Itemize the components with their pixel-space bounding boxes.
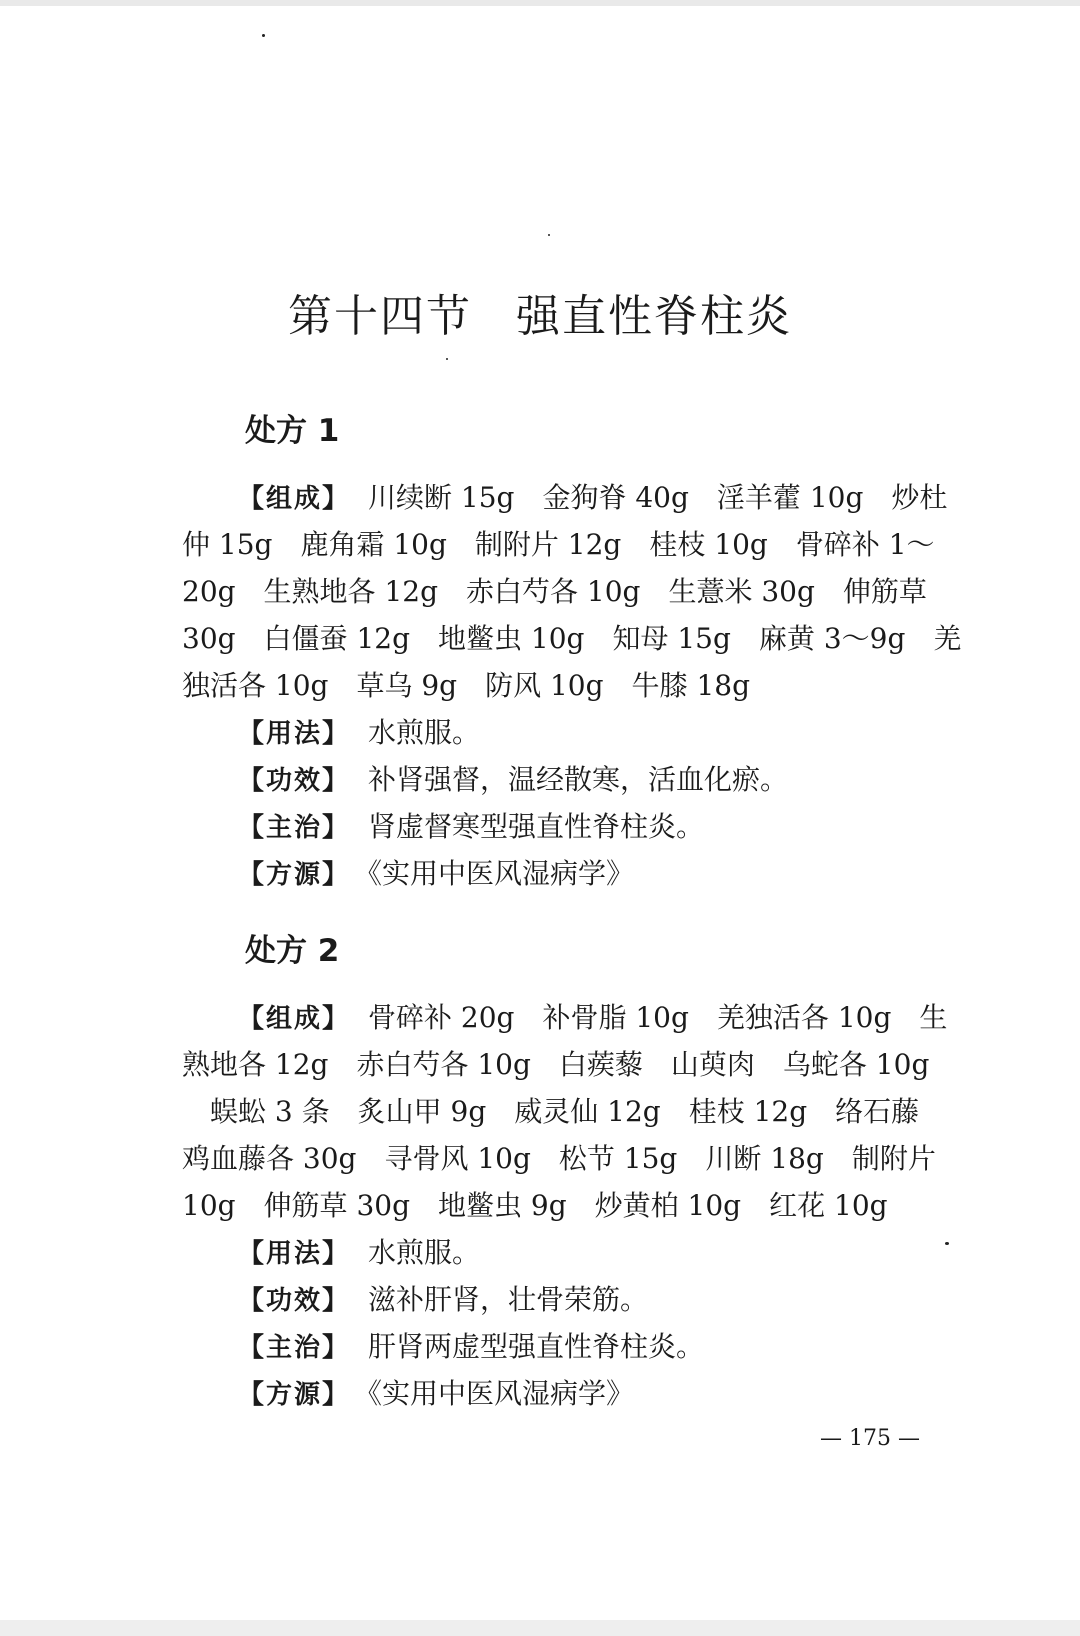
indication-text: 肾虚督寒型强直性脊柱炎。 [368, 810, 705, 843]
prescription-2-composition [182, 994, 997, 1229]
prescription-1-usage [238, 709, 480, 758]
indication-label: 【主治】 [238, 1333, 351, 1363]
prescription-2-indication [238, 1323, 704, 1372]
prescription-2-heading: 处方 2 [245, 933, 340, 969]
composition-line [182, 994, 997, 1041]
page-bottom-edge [0, 1620, 1080, 1636]
composition-line: 蜈蚣 3 条 炙山甲 9g 威灵仙 12g 桂枝 12g 络石藤 [210, 1095, 920, 1128]
indication-text: 肝肾两虚型强直性脊柱炎。 [368, 1330, 705, 1363]
composition-text: 川续断 15g 金狗脊 40g 淫羊藿 10g 炒杜 [368, 481, 948, 514]
prescription-1-indication [238, 803, 704, 852]
page-number: — 175 — [820, 1426, 920, 1451]
source-label: 【方源】 [238, 1380, 351, 1410]
scan-speck [262, 34, 265, 37]
section-title-number: 第十四节 [288, 291, 472, 342]
effect-label: 【功效】 [238, 1286, 351, 1316]
scan-speck [548, 234, 550, 236]
composition-label: 【组成】 [238, 1004, 351, 1034]
usage-text: 水煎服。 [368, 1236, 481, 1269]
scan-speck [446, 358, 448, 360]
scan-speck [945, 1242, 949, 1245]
prescription-1-effect [238, 756, 788, 805]
source-text: 《实用中医风湿病学》 [368, 857, 635, 890]
indication-label: 【主治】 [238, 813, 351, 843]
page-top-edge [0, 0, 1080, 6]
composition-label: 【组成】 [238, 484, 351, 514]
usage-text: 水煎服。 [368, 716, 481, 749]
prescription-2-source [238, 1370, 634, 1419]
source-text: 《实用中医风湿病学》 [368, 1377, 635, 1410]
usage-label: 【用法】 [238, 1239, 351, 1269]
composition-line: 20g 生熟地各 12g 赤白芍各 10g 生薏米 30g 伸筋草 [182, 575, 927, 608]
effect-text: 滋补肝肾，壮骨荣筋。 [368, 1283, 649, 1316]
source-label: 【方源】 [238, 860, 351, 890]
effect-text: 补肾强督，温经散寒，活血化瘀。 [368, 763, 789, 796]
prescription-2-usage [238, 1229, 480, 1278]
prescription-1-heading: 处方 1 [245, 413, 340, 449]
composition-line: 独活各 10g 草乌 9g 防风 10g 牛膝 18g [182, 669, 750, 702]
prescription-2-effect [238, 1276, 648, 1325]
composition-line: 鸡血藤各 30g 寻骨风 10g 松节 15g 川断 18g 制附片 [182, 1142, 936, 1175]
composition-line: 10g 伸筋草 30g 地鳖虫 9g 炒黄柏 10g 红花 10g [182, 1189, 888, 1222]
composition-line: 30g 白僵蚕 12g 地鳖虫 10g 知母 15g 麻黄 3～9g 羌 [182, 622, 962, 655]
section-title [0, 280, 1080, 344]
prescription-1-composition [182, 474, 997, 709]
usage-label: 【用法】 [238, 719, 351, 749]
composition-text: 骨碎补 20g 补骨脂 10g 羌独活各 10g 生 [368, 1001, 948, 1034]
effect-label: 【功效】 [238, 766, 351, 796]
section-title-topic: 强直性脊柱炎 [516, 291, 792, 342]
prescription-1-source [238, 850, 634, 899]
composition-line: 熟地各 12g 赤白芍各 10g 白蒺藜 山萸肉 乌蛇各 10g [182, 1048, 930, 1081]
composition-line: 仲 15g 鹿角霜 10g 制附片 12g 桂枝 10g 骨碎补 1～ [182, 528, 935, 561]
composition-line [182, 474, 997, 521]
